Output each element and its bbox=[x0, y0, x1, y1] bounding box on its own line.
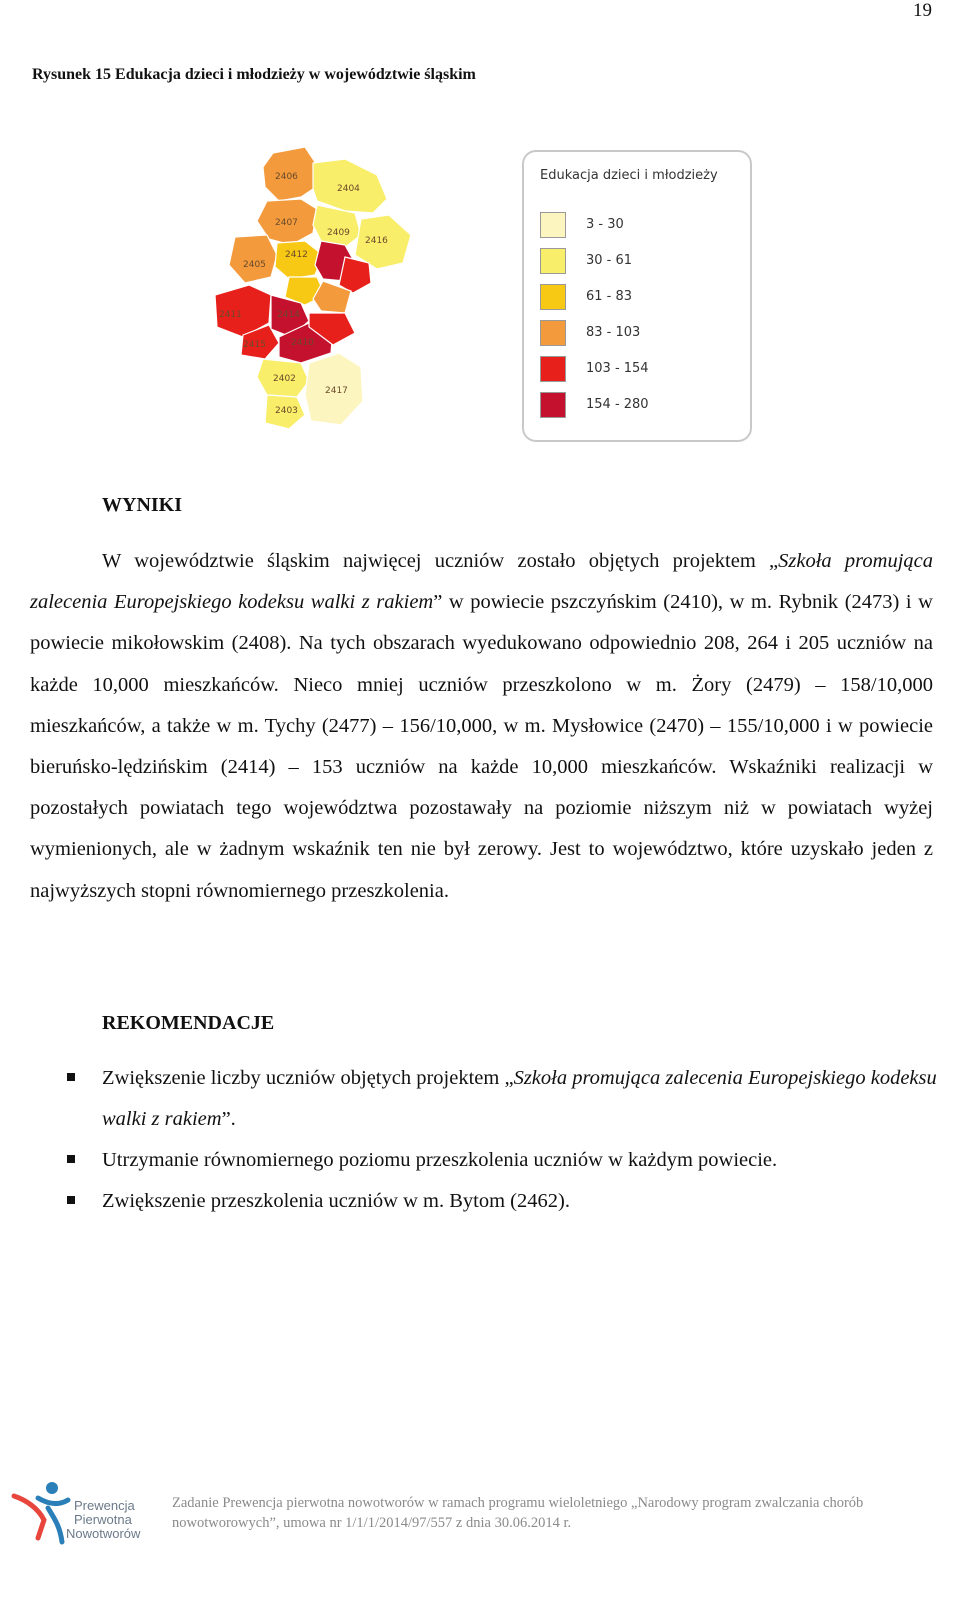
legend-swatch bbox=[540, 284, 566, 310]
map-label: 2406 bbox=[275, 172, 298, 182]
legend-swatch bbox=[540, 356, 566, 382]
map-legend bbox=[522, 150, 752, 442]
legend-label: 154 - 280 bbox=[586, 397, 649, 412]
bullet-square-icon bbox=[67, 1155, 75, 1163]
footer-text: Zadanie Prewencja pierwotna nowotworów w ramach programu wieloletniego „Narodowy program zwalczania chorób nowotworowych”, umowa nr 1/1/1/2014/97/557 z dnia 30.06.2014 r. bbox=[172, 1495, 864, 1531]
results-paragraph bbox=[30, 541, 933, 912]
map-label: 2407 bbox=[275, 218, 298, 228]
project-name: Szkoła promująca zalecenia Europejskiego kodeksu walki z rakiem bbox=[30, 550, 933, 614]
map-label: 2417 bbox=[325, 386, 348, 396]
legend-item bbox=[540, 212, 740, 240]
bullet-square-icon bbox=[67, 1196, 75, 1204]
list-item-text: Zwiększenie liczby uczniów objętych projektem „ bbox=[102, 1067, 514, 1089]
legend-swatch bbox=[540, 248, 566, 274]
results-text: W województwie śląskim najwięcej uczniów zostało objętych projektem „ bbox=[102, 550, 779, 572]
legend-label: 30 - 61 bbox=[586, 253, 633, 268]
map-label: 2412 bbox=[285, 250, 308, 260]
results-text: ” w powiecie pszczyńskim (2410), w m. Rybnik (2473) i w powiecie mikołowskim (2408). Na tych obszarach wyedukowano odpowiednio 208, 264 i 205 uczniów na każde 10,000 mieszkańców. Nieco mniej uczniów przeszkolono w m. Żory (2479) – 158/10,000 mieszkańców, a także w m. Tychy (2477) – 156/10,000, w m. Mysłowice (2470) – 155/10,000 i w powiecie bieruńsko-lędzińskim (2414) – 153 uczniów na każde 10,000 mieszkańców. Wskaźniki realizacji w pozostałych powiatach tego województwa pozostawały na poziomie niższym niż w powiatach wyżej wymienionych, ale w żadnym wskaźnik ten nie był zerowy. Jest to województwo, które uzyskało jeden z najwyższych stopni równomiernego przeszkolenia. bbox=[30, 591, 933, 902]
legend-item bbox=[540, 284, 740, 312]
map-label: 2402 bbox=[273, 374, 296, 384]
legend-label: 3 - 30 bbox=[586, 217, 624, 232]
figure-caption: Rysunek 15 Edukacja dzieci i młodzieży w województwie śląskim bbox=[32, 66, 476, 83]
legend-swatch bbox=[540, 320, 566, 346]
map-label: 2415 bbox=[243, 340, 266, 350]
logo-figure-icon bbox=[8, 1478, 158, 1548]
page-number: 19 bbox=[913, 0, 932, 21]
legend-label: 103 - 154 bbox=[586, 361, 649, 376]
map-label: 2411 bbox=[219, 310, 242, 320]
list-item bbox=[60, 1140, 940, 1181]
legend-item bbox=[540, 392, 740, 420]
legend-label: 61 - 83 bbox=[586, 289, 633, 304]
map-label: 2405 bbox=[243, 260, 266, 270]
map-label: 2414 bbox=[277, 310, 300, 320]
legend-item bbox=[540, 320, 740, 348]
map-label: 2403 bbox=[275, 406, 298, 416]
list-item-text: Zwiększenie przeszkolenia uczniów w m. Bytom (2462). bbox=[102, 1190, 570, 1212]
recommendations-heading: REKOMENDACJE bbox=[102, 1012, 275, 1034]
prewencja-logo bbox=[8, 1478, 158, 1548]
recommendations-list bbox=[60, 1058, 940, 1222]
legend-item bbox=[540, 248, 740, 276]
logo-text: Pierwotna bbox=[74, 1512, 132, 1527]
legend-item bbox=[540, 356, 740, 384]
list-item-text: Utrzymanie równomiernego poziomu przeszkolenia uczniów w każdym powiecie. bbox=[102, 1149, 778, 1171]
legend-title: Edukacja dzieci i młodzieży bbox=[540, 168, 718, 183]
map-label: 2409 bbox=[327, 228, 350, 238]
legend-swatch bbox=[540, 392, 566, 418]
list-item bbox=[60, 1181, 940, 1222]
legend-swatch bbox=[540, 212, 566, 238]
map-label: 2416 bbox=[365, 236, 388, 246]
list-item bbox=[60, 1058, 940, 1140]
legend-label: 83 - 103 bbox=[586, 325, 641, 340]
project-name: Szkoła promująca zalecenia Europejskiego kodeksu walki z rakiem bbox=[102, 1067, 937, 1130]
list-item-text: ”. bbox=[221, 1108, 236, 1130]
map-label: 2410 bbox=[291, 338, 314, 348]
map-svg bbox=[205, 145, 420, 430]
map-region-urban-b bbox=[339, 257, 371, 293]
logo-text: Prewencja bbox=[74, 1498, 135, 1513]
map-region-2405 bbox=[229, 235, 277, 283]
logo-text: Nowotworów bbox=[66, 1526, 141, 1541]
results-heading: WYNIKI bbox=[102, 494, 183, 516]
choropleth-map bbox=[205, 145, 420, 430]
map-label: 2404 bbox=[337, 184, 360, 194]
bullet-square-icon bbox=[67, 1073, 75, 1081]
